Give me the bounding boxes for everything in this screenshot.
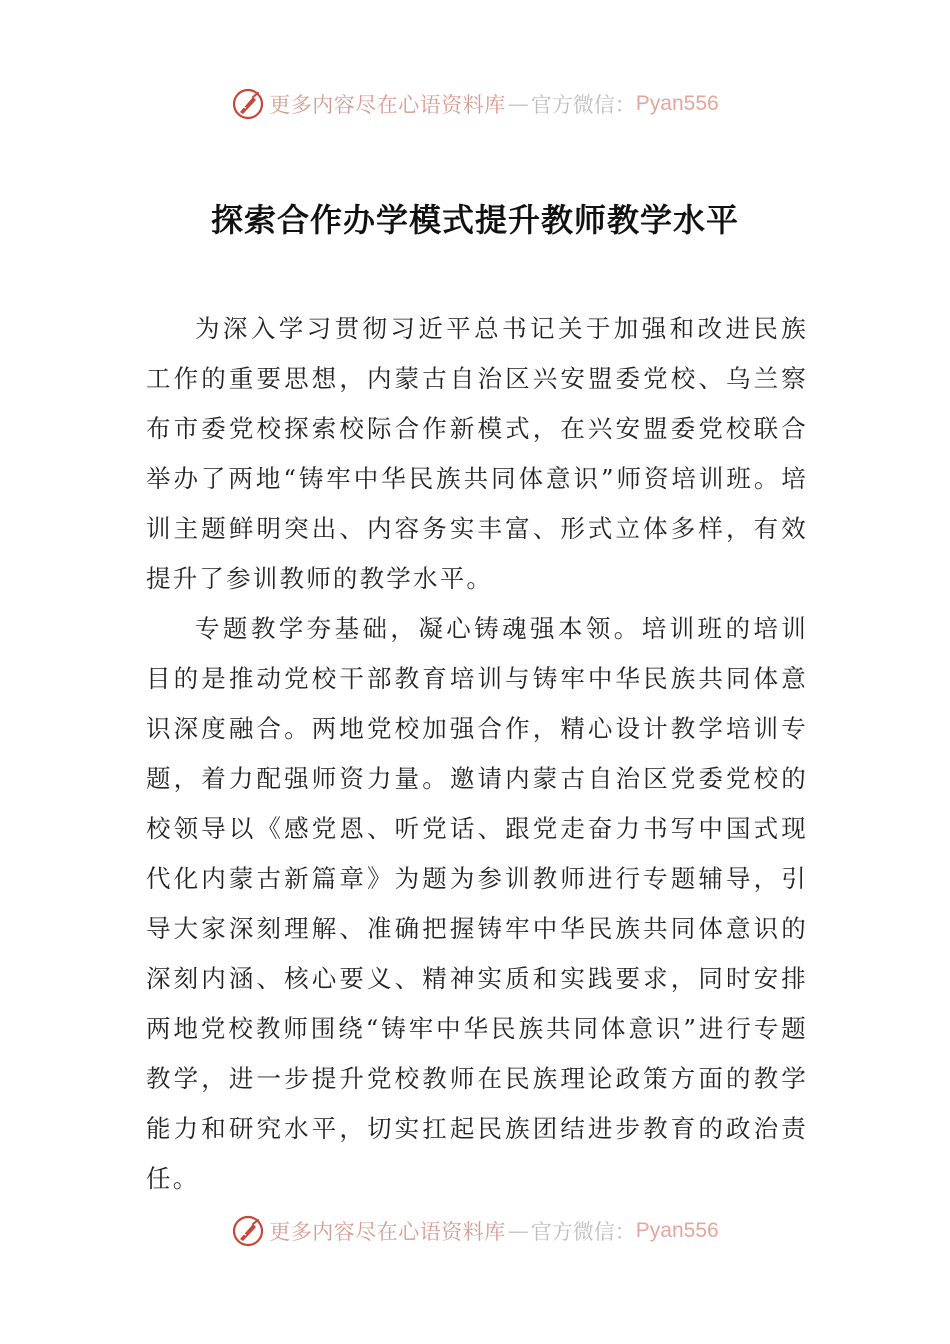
watermark-official-label: 官方微信： [530, 93, 636, 117]
watermark-separator: — [507, 1219, 529, 1243]
paragraph: 为深入学习贯彻习近平总书记关于加强和改进民族工作的重要思想，内蒙古自治区兴安盟委党校、乌兰察布市委党校探索校际合作新模式，在兴安盟委党校联合举办了两地“铸牢中华民族共同体意识”师资培训班。培训主题鲜明突出、内容务实丰富、形式立体多样，有效提升了参训教师的教学水平。 [146, 314, 808, 593]
watermark-separator: — [507, 92, 529, 116]
footer-watermark [0, 1211, 950, 1251]
watermark-brand-text: 更多内容尽在心语资料库 [269, 1220, 506, 1244]
quill-seal-icon [231, 87, 265, 121]
watermark-wechat-id: Pyan556 [635, 1219, 719, 1242]
watermark-official-label: 官方微信： [530, 1220, 636, 1244]
document-body [146, 304, 808, 1204]
watermark-wechat-id: Pyan556 [635, 92, 719, 115]
document-title: 探索合作办学模式提升教师教学水平 [210, 201, 739, 240]
watermark-brand-text: 更多内容尽在心语资料库 [269, 93, 506, 117]
quill-seal-icon [231, 1214, 265, 1248]
paragraph: 专题教学夯基础，凝心铸魂强本领。培训班的培训目的是推动党校干部教育培训与铸牢中华民族共同体意识深度融合。两地党校加强合作，精心设计教学培训专题，着力配强师资力量。邀请内蒙古自治区党委党校的校领导以《感党恩、听党话、跟党走奋力书写中国式现代化内蒙古新篇章》为题为参训教师进行专题辅导，引导大家深刻理解、准确把握铸牢中华民族共同体意识的深刻内涵、核心要义、精神实质和实践要求，同时安排两地党校教师围绕“铸牢中华民族共同体意识”进行专题教学，进一步提升党校教师在民族理论政策方面的教学能力和研究水平，切实扛起民族团结进步教育的政治责任。 [146, 614, 808, 1193]
header-watermark [0, 84, 950, 124]
